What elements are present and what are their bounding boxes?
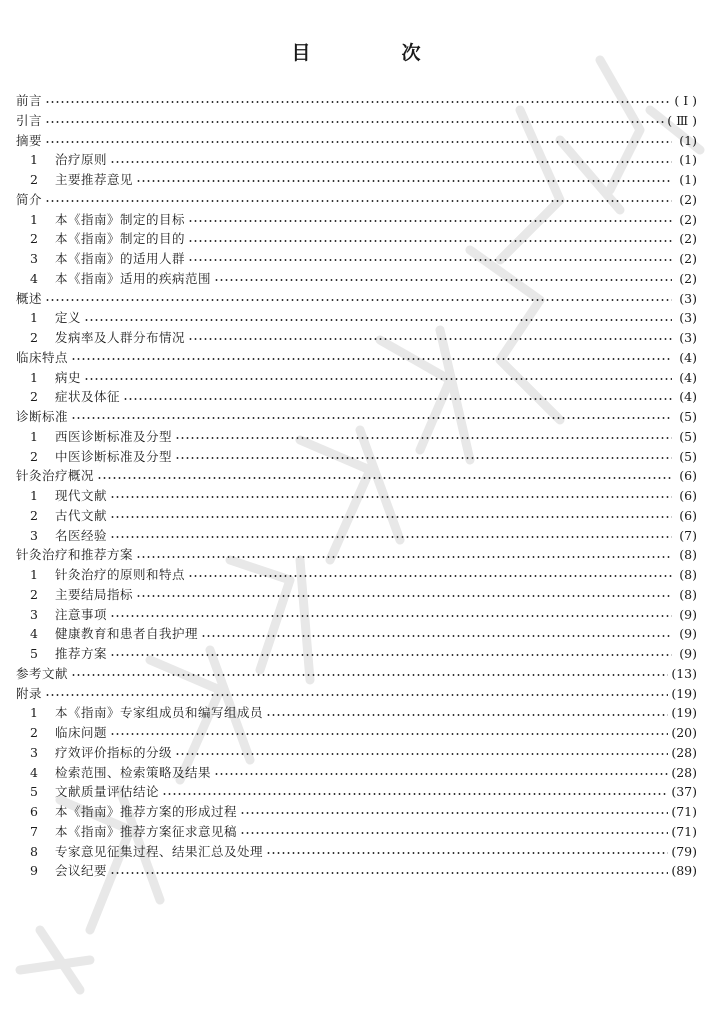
- toc-page-number: (5): [679, 428, 697, 444]
- table-of-contents: [16, 91, 697, 881]
- toc-page-number: (4): [679, 369, 697, 385]
- dot-leader: [71, 417, 672, 419]
- dot-leader: [45, 121, 664, 123]
- toc-page-number: (3): [679, 330, 697, 345]
- toc-entry-label: 病史: [55, 369, 82, 385]
- dot-leader: [175, 437, 672, 439]
- toc-page-number: (71): [671, 823, 697, 839]
- toc-subentry[interactable]: [16, 308, 697, 328]
- toc-entry-label: 文献质量评估结论: [55, 784, 160, 800]
- dot-leader: [45, 141, 672, 143]
- toc-page-number: (2): [679, 251, 697, 266]
- toc-page-number: (37): [671, 784, 697, 800]
- toc-page-number: (8): [679, 586, 697, 602]
- toc-subentry[interactable]: [16, 506, 697, 526]
- toc-page-number: (2): [679, 231, 697, 247]
- toc-subentry[interactable]: [16, 802, 697, 822]
- toc-page-number: (28): [671, 744, 697, 760]
- toc-entry-label: 临床问题: [55, 725, 108, 740]
- toc-page-number: (19): [671, 705, 697, 721]
- toc-entry-label: 诊断标准: [16, 409, 69, 424]
- toc-entry-number: 2: [30, 330, 38, 345]
- toc-subentry[interactable]: [16, 763, 697, 783]
- dot-leader: [175, 457, 672, 459]
- toc-entry-label: 古代文献: [55, 507, 108, 523]
- toc-entry-number: 1: [30, 310, 38, 326]
- toc-page-number: (71): [671, 804, 697, 819]
- dot-leader: [110, 536, 672, 538]
- toc-subentry[interactable]: [16, 703, 697, 723]
- dot-leader: [214, 279, 672, 281]
- toc-entry-label: 简介: [16, 191, 43, 207]
- toc-page-number: (1): [679, 132, 697, 148]
- dot-leader: [240, 812, 668, 814]
- toc-entry-label: 针灸治疗的原则和特点: [55, 567, 186, 582]
- toc-page-number: (4): [679, 349, 697, 365]
- toc-page-number: (2): [679, 270, 697, 286]
- toc-entry[interactable]: [16, 91, 697, 111]
- toc-subentry[interactable]: [16, 486, 697, 506]
- dot-leader: [175, 753, 668, 755]
- toc-entry-number: 5: [30, 784, 38, 800]
- toc-page-number: (20): [671, 725, 697, 740]
- toc-subentry[interactable]: [16, 822, 697, 842]
- dot-leader: [266, 714, 668, 716]
- toc-entry-label: 针灸治疗和推荐方案: [16, 547, 134, 563]
- dot-leader: [45, 694, 668, 696]
- toc-entry-label: 注意事项: [55, 606, 108, 622]
- dot-leader: [110, 161, 672, 163]
- toc-subentry[interactable]: [16, 150, 697, 170]
- toc-entry-label: 推荐方案: [55, 646, 108, 661]
- toc-subentry[interactable]: [16, 427, 697, 447]
- toc-subentry[interactable]: [16, 743, 697, 763]
- toc-entry-number: 3: [30, 744, 38, 760]
- toc-entry-number: 2: [30, 507, 38, 523]
- toc-entry-label: 本《指南》推荐方案的形成过程: [55, 804, 238, 819]
- toc-entry-label: 西医诊断标准及分型: [55, 428, 173, 444]
- toc-entry-label: 现代文献: [55, 488, 108, 503]
- toc-entry-number: 8: [30, 843, 38, 859]
- dot-leader: [201, 635, 672, 637]
- toc-page-number: (6): [679, 468, 697, 484]
- toc-page-number: (9): [679, 626, 697, 642]
- toc-entry-label: 检索范围、检索策略及结果: [55, 764, 212, 780]
- toc-entry-label: 本《指南》的适用人群: [55, 251, 186, 266]
- toc-page-number: (28): [671, 764, 697, 780]
- toc-entry-number: 2: [30, 725, 38, 740]
- toc-subentry[interactable]: [16, 229, 697, 249]
- toc-page-number: ( Ⅰ ): [674, 93, 697, 108]
- toc-subentry[interactable]: [16, 249, 697, 269]
- dot-leader: [240, 832, 668, 834]
- toc-entry-number: 4: [30, 626, 38, 642]
- toc-subentry[interactable]: [16, 782, 697, 802]
- toc-entry-label: 本《指南》制定的目的: [55, 231, 186, 247]
- toc-entry-number: 1: [30, 369, 38, 385]
- dot-leader: [188, 220, 672, 222]
- toc-page-number: (8): [679, 567, 697, 582]
- toc-entry-label: 专家意见征集过程、结果汇总及处理: [55, 843, 264, 859]
- toc-entry-label: 健康教育和患者自我护理: [55, 626, 199, 642]
- dot-leader: [45, 200, 672, 202]
- toc-entry-label: 本《指南》推荐方案征求意见稿: [55, 823, 238, 839]
- toc-page-number: (3): [679, 290, 697, 306]
- dot-leader: [266, 852, 668, 854]
- toc-entry-number: 3: [30, 527, 38, 543]
- dot-leader: [188, 575, 672, 577]
- toc-entry-label: 治疗原则: [55, 152, 108, 168]
- toc-entry-label: 概述: [16, 290, 43, 306]
- dot-leader: [84, 378, 672, 380]
- toc-entry-number: 9: [30, 863, 38, 879]
- toc-entry-number: 4: [30, 764, 38, 780]
- dot-leader: [110, 654, 672, 656]
- toc-page-number: (7): [679, 527, 697, 543]
- toc-entry-number: 5: [30, 646, 38, 661]
- toc-entry-label: 本《指南》制定的目标: [55, 211, 186, 227]
- toc-entry-number: 3: [30, 251, 38, 266]
- toc-entry[interactable]: [16, 545, 697, 565]
- toc-entry-number: 1: [30, 567, 38, 582]
- toc-entry[interactable]: [16, 664, 697, 684]
- toc-page-number: (9): [679, 646, 697, 661]
- toc-entry[interactable]: [16, 684, 697, 704]
- toc-page-number: (6): [679, 488, 697, 503]
- toc-subentry[interactable]: [16, 624, 697, 644]
- toc-subentry[interactable]: [16, 585, 697, 605]
- toc-entry[interactable]: [16, 348, 697, 368]
- toc-entry[interactable]: [16, 466, 697, 486]
- dot-leader: [110, 516, 672, 518]
- toc-entry-label: 参考文献: [16, 665, 69, 681]
- dot-leader: [97, 477, 672, 479]
- toc-page-number: (4): [679, 389, 697, 405]
- toc-subentry[interactable]: [16, 447, 697, 467]
- toc-entry-number: 2: [30, 586, 38, 602]
- toc-page-number: (5): [679, 409, 697, 424]
- dot-leader: [136, 595, 672, 597]
- toc-page-number: ( Ⅲ ): [667, 112, 697, 128]
- toc-entry-number: 1: [30, 488, 38, 503]
- toc-entry-label: 本《指南》专家组成员和编写组成员: [55, 705, 264, 721]
- toc-entry-number: 1: [30, 152, 38, 168]
- dot-leader: [188, 240, 672, 242]
- toc-subentry[interactable]: [16, 328, 697, 348]
- toc-entry[interactable]: [16, 111, 697, 131]
- toc-subentry[interactable]: [16, 170, 697, 190]
- dot-leader: [214, 773, 668, 775]
- toc-page-number: (79): [671, 843, 697, 859]
- toc-entry[interactable]: [16, 289, 697, 309]
- toc-entry-label: 定义: [55, 310, 82, 326]
- toc-entry-label: 名医经验: [55, 527, 108, 543]
- toc-entry[interactable]: [16, 131, 697, 151]
- toc-subentry[interactable]: [16, 723, 697, 743]
- toc-entry[interactable]: [16, 190, 697, 210]
- toc-subentry[interactable]: [16, 368, 697, 388]
- toc-entry-label: 引言: [16, 112, 43, 128]
- dot-leader: [110, 733, 668, 735]
- dot-leader: [45, 101, 671, 103]
- toc-page-number: (5): [679, 448, 697, 464]
- toc-entry-label: 会议纪要: [55, 863, 108, 879]
- toc-subentry[interactable]: [16, 644, 697, 664]
- toc-entry-number: 1: [30, 428, 38, 444]
- toc-entry-label: 中医诊断标准及分型: [55, 448, 173, 464]
- toc-entry-number: 1: [30, 211, 38, 227]
- toc-subentry[interactable]: [16, 605, 697, 625]
- toc-entry-label: 本《指南》适用的疾病范围: [55, 270, 212, 286]
- dot-leader: [123, 398, 672, 400]
- toc-entry-label: 摘要: [16, 132, 43, 148]
- toc-entry-label: 疗效评价指标的分级: [55, 744, 173, 760]
- toc-page-number: (2): [679, 191, 697, 207]
- toc-entry-label: 症状及体征: [55, 389, 121, 405]
- toc-entry-label: 发病率及人群分布情况: [55, 330, 186, 345]
- dot-leader: [84, 319, 672, 321]
- dot-leader: [110, 615, 672, 617]
- toc-entry[interactable]: [16, 407, 697, 427]
- toc-entry-number: 4: [30, 270, 38, 286]
- toc-entry-number: 2: [30, 448, 38, 464]
- toc-subentry[interactable]: [16, 387, 697, 407]
- toc-entry-label: 主要推荐意见: [55, 172, 134, 187]
- page-title: 目 次: [291, 42, 457, 64]
- toc-subentry[interactable]: [16, 210, 697, 230]
- toc-entry-number: 3: [30, 606, 38, 622]
- toc-page-number: (19): [671, 685, 697, 701]
- dot-leader: [71, 674, 668, 676]
- dot-leader: [71, 358, 672, 360]
- toc-page-number: (89): [671, 863, 697, 879]
- toc-entry-label: 附录: [16, 685, 43, 701]
- toc-entry-number: 1: [30, 705, 38, 721]
- toc-page-number: (13): [671, 665, 697, 681]
- toc-page-number: (1): [679, 152, 697, 168]
- toc-entry-label: 主要结局指标: [55, 586, 134, 602]
- toc-entry-label: 前言: [16, 93, 43, 108]
- dot-leader: [45, 299, 672, 301]
- toc-entry-number: 7: [30, 823, 38, 839]
- dot-leader: [162, 793, 668, 795]
- dot-leader: [110, 872, 668, 874]
- toc-subentry[interactable]: [16, 842, 697, 862]
- toc-page-number: (9): [679, 606, 697, 622]
- dot-leader: [110, 496, 672, 498]
- toc-entry-number: 2: [30, 231, 38, 247]
- toc-page-number: (8): [679, 547, 697, 563]
- toc-subentry[interactable]: [16, 526, 697, 546]
- toc-entry-number: 2: [30, 389, 38, 405]
- toc-page-number: (3): [679, 310, 697, 326]
- toc-entry-label: 临床特点: [16, 349, 69, 365]
- toc-subentry[interactable]: [16, 565, 697, 585]
- toc-subentry[interactable]: [16, 269, 697, 289]
- toc-subentry[interactable]: [16, 861, 697, 881]
- dot-leader: [188, 338, 672, 340]
- toc-page-number: (1): [679, 172, 697, 187]
- dot-leader: [136, 180, 672, 182]
- toc-entry-label: 针灸治疗概况: [16, 468, 95, 484]
- dot-leader: [136, 556, 672, 558]
- dot-leader: [188, 259, 672, 261]
- toc-entry-number: 6: [30, 804, 38, 819]
- toc-page-number: (6): [679, 507, 697, 523]
- toc-entry-number: 2: [30, 172, 38, 187]
- toc-page-number: (2): [679, 211, 697, 227]
